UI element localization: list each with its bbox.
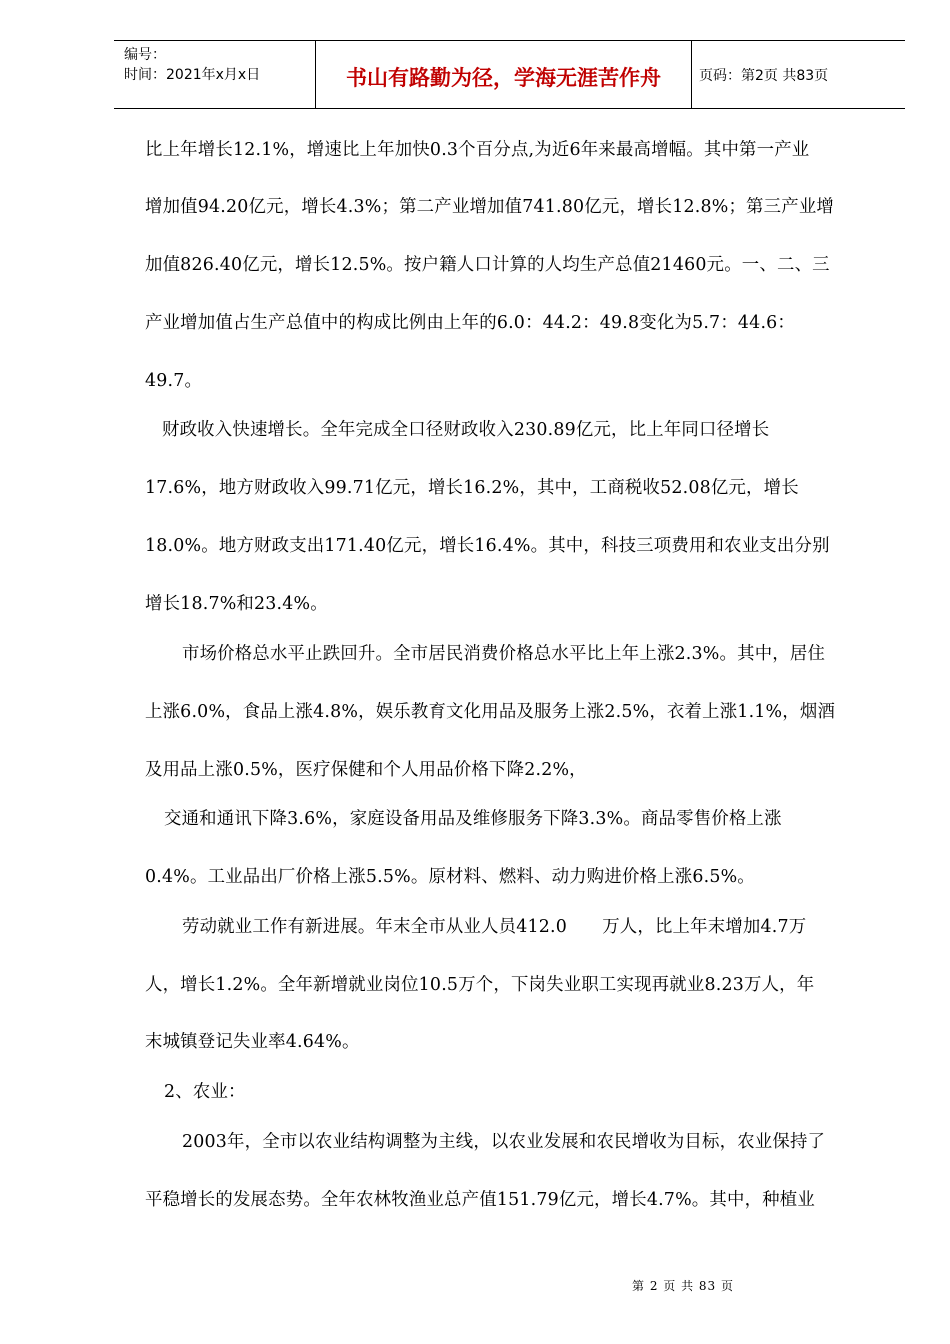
body-line: 上涨6.0%，食品上涨4.8%，娱乐教育文化用品及服务上涨2.5%，衣着上涨1.1%，烟酒	[145, 702, 836, 722]
body-line: 增加值94.20亿元，增长4.3%；第二产业增加值741.80亿元，增长12.8%；第三产业增	[145, 197, 835, 217]
body-line: 0.4%。工业品出厂价格上涨5.5%。原材料、燃料、动力购进价格上涨6.5%。	[145, 867, 755, 887]
body-line: 17.6%，地方财政收入99.71亿元，增长16.2%，其中，工商税收52.08亿元，增长	[145, 478, 799, 498]
body-line: 及用品上涨0.5%，医疗保健和个人用品价格下降2.2%，	[145, 760, 587, 780]
body-line: 末城镇登记失业率4.64%。	[145, 1032, 360, 1052]
body-line: 平稳增长的发展态势。全年农林牧渔业总产值151.79亿元，增长4.7%。其中，种植业	[145, 1190, 815, 1210]
section-heading: 2、农业：	[164, 1082, 246, 1102]
paragraph-start: 财政收入快速增长。全年完成全口径财政收入230.89亿元，比上年同口径增长	[162, 420, 770, 440]
number-label: 编号：	[124, 47, 166, 63]
body-line: 加值826.40亿元，增长12.5%。按户籍人口计算的人均生产总值21460元。一、二、三	[145, 255, 830, 275]
motto: 书山有路勤为径，学海无涯苦作舟	[346, 66, 661, 90]
header-motto-cell	[315, 41, 692, 108]
header-meta-cell	[114, 41, 315, 108]
document-header	[114, 40, 905, 109]
body-line: 比上年增长12.1%，增速比上年加快0.3个百分点,为近6年来最高增幅。其中第一产业	[145, 140, 810, 160]
body-line: 增长18.7%和23.4%。	[145, 594, 328, 614]
body-line: 产业增加值占生产总值中的构成比例由上年的6.0：44.2：49.8变化为5.7：44.6：	[145, 313, 796, 333]
body-line: 交通和通讯下降3.6%，家庭设备用品及维修服务下降3.3%。商品零售价格上涨	[164, 809, 782, 829]
paragraph-start: 2003年，全市以农业结构调整为主线，以农业发展和农民增收为目标，农业保持了	[182, 1132, 826, 1152]
header-page-cell	[691, 41, 905, 108]
body-line: 49.7。	[145, 371, 203, 391]
page-footer: 第 2 页 共 83 页	[632, 1279, 734, 1293]
body-line: 人，增长1.2%。全年新增就业岗位10.5万个，下岗失业职工实现再就业8.23万人，年	[145, 975, 815, 995]
paragraph-start: 劳动就业工作有新进展。年末全市从业人员412.0 万人，比上年末增加4.7万	[182, 917, 807, 937]
time-label: 时间：2021年x月x日	[124, 67, 261, 83]
body-line: 18.0%。地方财政支出171.40亿元，增长16.4%。其中，科技三项费用和农业支出分别	[145, 536, 830, 556]
paragraph-start: 市场价格总水平止跌回升。全市居民消费价格总水平比上年上涨2.3%。其中，居住	[182, 644, 826, 664]
page-info: 页码：第2页 共83页	[699, 68, 829, 84]
